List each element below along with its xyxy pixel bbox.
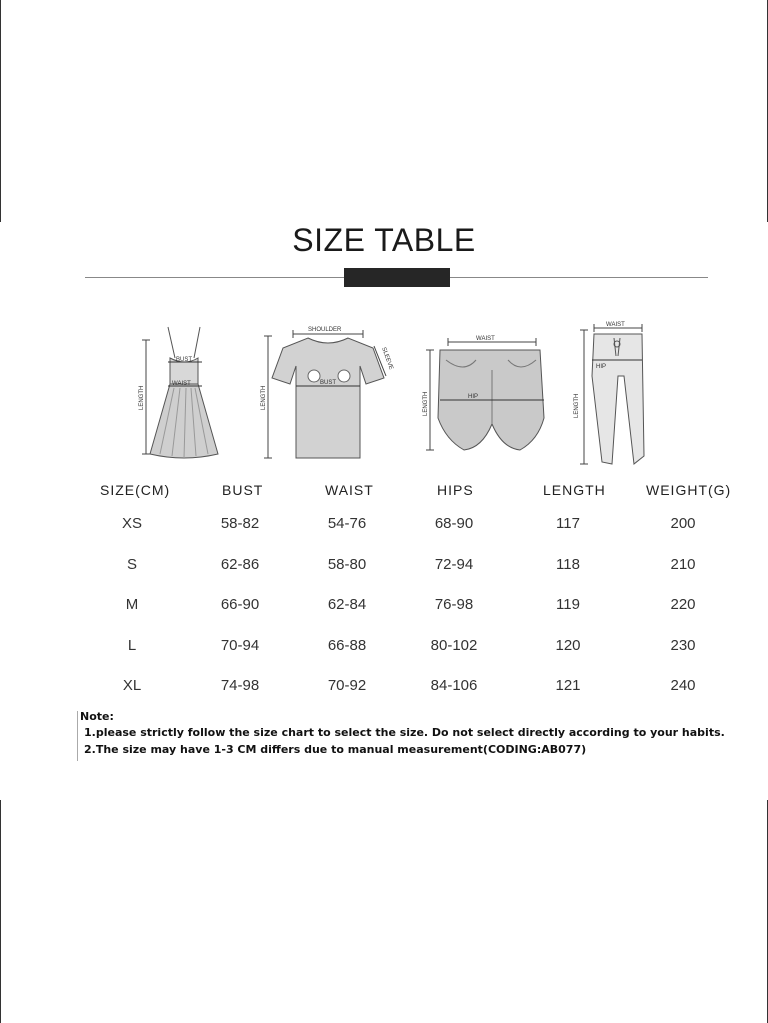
cell-hips: 84-106 [430,677,478,694]
cell-hips: 76-98 [434,596,474,613]
cell-size: XL [122,677,142,694]
note-divider [77,711,78,761]
cell-waist: 62-84 [327,596,367,613]
shorts-hip-label: HIP [468,394,479,400]
left-edge-line [0,0,1,222]
page-title: SIZE TABLE [292,222,476,258]
dress-bust-label: BUST [176,357,193,363]
pants-figure [566,316,646,468]
pants-length-label: LENGTH [574,393,580,418]
cell-length: 118 [556,556,580,573]
header-hips: HIPS [437,482,474,498]
note-line-2: 2.The size may have 1-3 CM differs due to manual measurement(CODING:AB077) [84,743,587,756]
cell-length: 119 [556,596,580,613]
cell-waist: 66-88 [327,637,367,654]
header-waist: WAIST [325,482,374,498]
cell-length: 117 [556,515,580,532]
tshirt-bust-label: BUST [320,380,337,386]
cell-size: M [125,596,139,613]
cell-weight: 240 [670,677,696,694]
shorts-length-label: LENGTH [423,391,429,416]
cell-size: S [126,556,137,573]
cell-waist: 54-76 [327,515,367,532]
tshirt-figure [248,318,398,464]
left-edge-line-lower [0,800,1,1023]
cell-waist: 58-80 [327,556,367,573]
cell-size: L [127,637,137,654]
cell-bust: 58-82 [220,515,260,532]
cell-weight: 220 [670,596,696,613]
dress-waist-label: WAIST [172,381,191,387]
cell-size: XS [121,515,142,532]
header-weight: WEIGHT(G) [646,482,732,498]
cell-bust: 74-98 [220,677,260,694]
cell-weight: 200 [670,515,696,532]
cell-hips: 80-102 [430,637,478,654]
tshirt-length-label: LENGTH [261,385,267,410]
cell-waist: 70-92 [327,677,367,694]
header-length: LENGTH [543,482,606,498]
note-label: Note: [80,710,114,723]
title-divider-block [344,268,450,287]
shorts-figure [416,330,556,458]
cell-weight: 210 [670,556,696,573]
header-size: SIZE(CM) [100,482,171,498]
dress-figure [130,322,230,464]
note-line-1: 1.please strictly follow the size chart to select the size. Do not select directly according to your habits. [84,726,725,739]
pants-hip-label: HIP [596,364,607,370]
cell-bust: 70-94 [220,637,260,654]
cell-hips: 68-90 [434,515,474,532]
cell-bust: 62-86 [220,556,260,573]
cell-bust: 66-90 [220,596,260,613]
cell-hips: 72-94 [434,556,474,573]
header-bust: BUST [222,482,264,498]
shorts-waist-label: WAIST [476,336,495,342]
cell-length: 120 [555,637,581,654]
pants-waist-label: WAIST [606,322,625,328]
cell-weight: 230 [670,637,696,654]
cell-length: 121 [555,677,581,694]
tshirt-sleeve-label: SLEEVE [380,346,394,371]
dress-length-label: LENGTH [139,385,145,410]
tshirt-shoulder-label: SHOULDER [308,327,342,333]
